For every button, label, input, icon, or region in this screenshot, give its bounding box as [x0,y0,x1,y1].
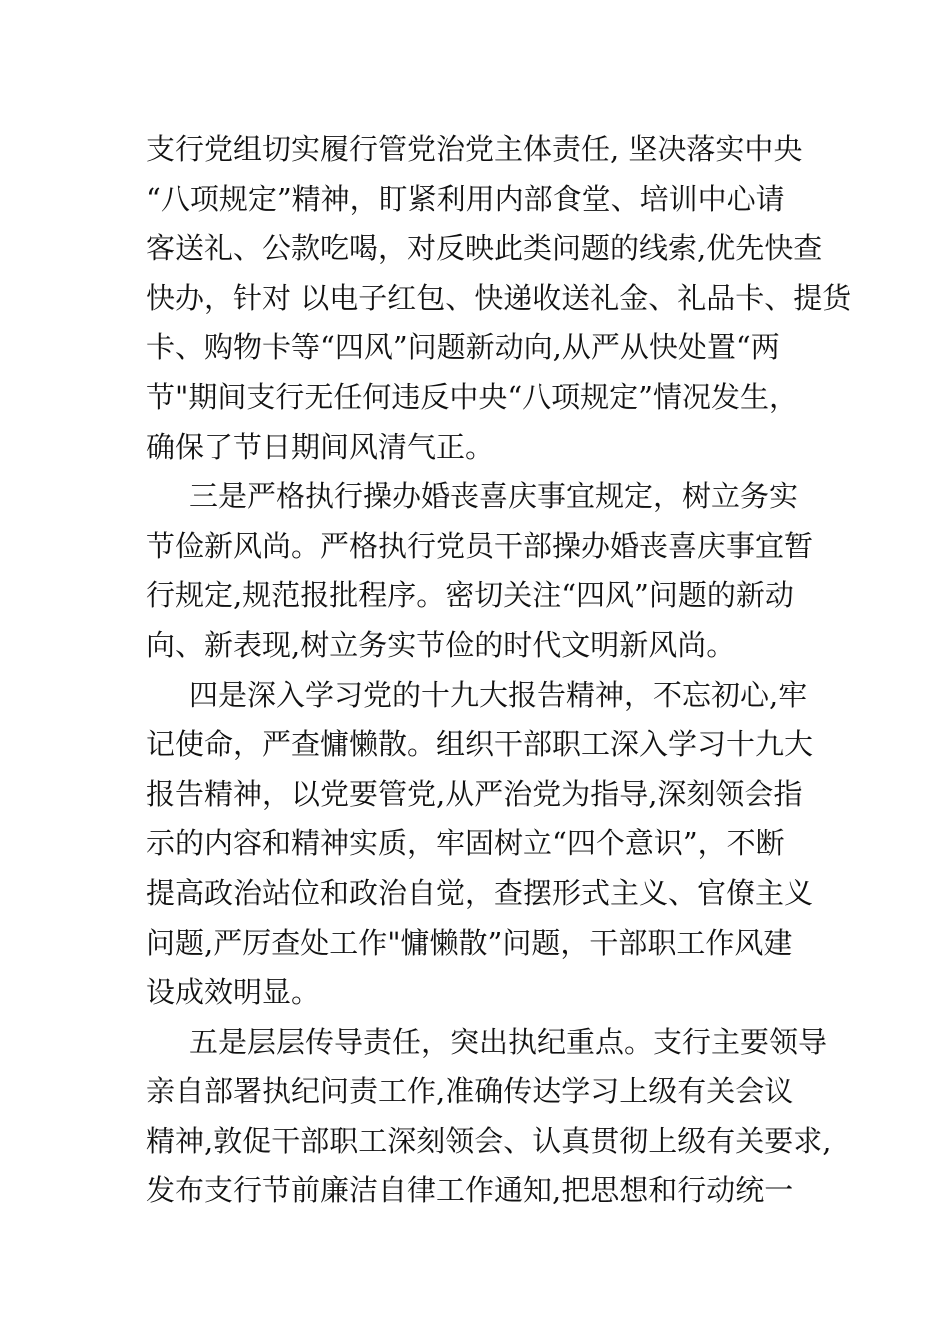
text-line: 四是深入学习党的十九大报告精神，不忘初心,牢 [189,677,808,712]
text-line: 向、新表现,树立务实节俭的时代文明新风尚。 [146,627,736,662]
text-line: 亲自部署执纪问责工作,准确传达学习上级有关会议 [146,1074,794,1109]
text-line: 节"期间支行无任何违反中央“八项规定”情况发生， [146,379,798,414]
paragraph-item-three [146,472,826,670]
text-line: 问题,严厉查处工作"慵懒散”问题，干部职工作风建 [146,925,793,960]
text-line: 节俭新风尚。严格执行党员干部操办婚丧喜庆事宜暂 [146,528,814,563]
paragraph-item-five [146,1018,832,1216]
paragraph-item-four [146,671,826,1018]
text-line: 设成效明显。 [146,975,321,1010]
text-line: 精神,敦促干部职工深刻领会、认真贯彻上级有关要求, [146,1123,832,1158]
text-line: 确保了节日期间风清气正。 [146,429,495,464]
text-line: 支行党组切实履行管党治党主体责任, 坚决落实中央 [146,132,803,166]
text-line: 卡、购物卡等“四风”问题新动向,从严从快处置“两 [146,330,780,365]
document-body [146,125,852,1216]
text-line: 快办，针对 以电子红包、快递收送礼金、礼品卡、提货 [146,280,852,315]
text-line: 发布支行节前廉洁自律工作通知,把思想和行动统一 [146,1173,794,1208]
text-line: 提高政治站位和政治自觉，查摆形式主义、官僚主义 [146,875,814,910]
text-line: 报告精神，以党要管党,从严治党为指导,深刻领会指 [146,776,803,811]
paragraph-continuation [146,125,852,472]
text-line: “八项规定”精神，盯紧利用内部食堂、培训中心请 [146,181,785,216]
text-line: 客送礼、公款吃喝，对反映此类问题的线索,优先快查 [146,231,823,266]
text-line: 行规定,规范报批程序。密切关注“四风”问题的新动 [146,578,794,613]
text-line: 示的内容和精神实质，牢固树立“四个意识”，不断 [146,826,785,861]
text-line: 三是严格执行操办婚丧喜庆事宜规定，树立务实 [189,479,799,514]
text-line: 记使命，严查慵懒散。组织干部职工深入学习十九大 [146,727,814,762]
text-line: 五是层层传导责任，突出执纪重点。支行主要领导 [189,1024,828,1059]
